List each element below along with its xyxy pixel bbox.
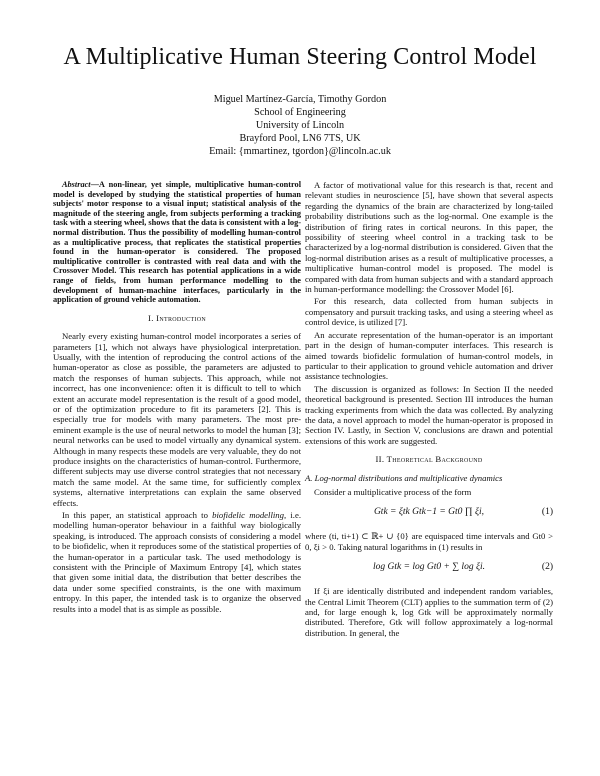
organization-paragraph: The discussion is organized as follows: In Section II the needed theoretical background is presented. Section III introduces the human tracking experiments from which the data was collected. By analyzing the data, a novel approach to model the human-operator is proposed in Section IV. Lastly, in Section V, conclusions are drawn and potential extensions of this work are suggested. xyxy=(305,383,553,446)
affiliation-department: School of Engineering xyxy=(254,107,346,118)
data-paragraph: For this research, data collected from human subjects in compensatory and pursuit tracking tasks, and using a steering wheel as control device, is utilized [7]. xyxy=(305,296,553,328)
theory-paragraph-3: If ξi are identically distributed and independent random variables, the Central Limit Theorem (CLT) applies to the summation term of (2) and, for large enough k, log Gtk will be approximately normally distributed. Therefore, Gtk will follow approximately a log-normal distribution. In general, the xyxy=(305,586,553,638)
equation-1-number: (1) xyxy=(541,507,553,518)
equation-1-expression: Gtk = ξtk Gtk−1 = Gt0 ∏ ξi, xyxy=(373,507,485,518)
emphasis-biofidelic: biofidelic modelling xyxy=(212,510,284,521)
right-column xyxy=(305,180,553,640)
affiliation-university: University of Lincoln xyxy=(255,120,345,131)
equation-2-expression: log Gtk = log Gt0 + ∑ log ξi. xyxy=(372,562,486,573)
abstract xyxy=(53,180,301,305)
authors: Miguel Martínez-García, Timothy Gordon xyxy=(213,94,387,105)
section-heading-theory: II. Theoretical Background xyxy=(375,454,483,465)
paper-title: A Multiplicative Human Steering Control Model xyxy=(63,44,537,70)
theory-paragraph-2: where (ti, ti+1) ⊂ ℝ+ ∪ {0} are equispaced time intervals and Gt0 > 0, ξi > 0. Taking natural logarithms in (1) results in xyxy=(305,531,553,552)
theory-paragraph-1: Consider a multiplicative process of the form xyxy=(314,486,472,497)
left-column xyxy=(53,180,301,616)
affiliation-address: Brayford Pool, LN6 7TS, UK xyxy=(239,133,361,144)
author-email: Email: {mmartinez, tgordon}@lincoln.ac.uk xyxy=(209,146,391,157)
aim-paragraph: An accurate representation of the human-operator is an important part in the design of human-computer interfaces. This research is aimed towards biofidelic formulation of human-control models, in particular to their application to ground vehicle automation and driver assistance technologies. xyxy=(305,329,553,382)
author-block xyxy=(0,93,600,158)
intro-paragraph-2: In this paper, an statistical approach to biofidelic modelling, i.e. modelling human-operator behaviour in a faithful way biologically speaking, is introduced. The approach consists of considering a model to be biofidelic, when it reproduces some of the statistical properties of the human-operator in a particular task. The used methodology is consistent with the Principle of Maximum Entropy [4], which states that given some initial data, the distribution that better describes the data under some specified constraints, is the one with maximum entropy. In this paper, the intended task is to organize the observed results into a model that is as simple as possible. xyxy=(53,510,301,614)
equation-2-number: (2) xyxy=(541,562,553,573)
motivation-paragraph: A factor of motivational value for this research is that, recent and relevant studies in neuroscience [5], have shown that several aspects regarding the dynamics of the brain are characterized by long-tailed probability distributions such as the log-normal. One example is the distribution of firing rates in cortical neurons. In this paper, the possibility of steering wheel control in a tracking task to be characterized by a log-normal distribution is considered. Given that the log-normal distribution arises as a result of multiplicative processes, a multiplicative human-control model is proposed. The model is compared with data from human subjects and with a standard approach in human-performance modelling: the Crossover Model [6]. xyxy=(305,180,553,295)
section-heading-introduction: I. Introduction xyxy=(148,312,206,323)
abstract-label: Abstract xyxy=(62,180,91,189)
subsection-heading-lognormal: A. Log-normal distributions and multiplicative dynamics xyxy=(305,472,503,483)
intro-paragraph-1: Nearly every existing human-control model incorporates a series of parameters [1], which not always have physiological interpretation. Usually, with the intention of reproducing the control actions of the human-operator as close as possible, the parameters are adjusted to match the responses of human subjects. This approach, while not incorrect, has one inconvenience: often it is difficult to tell to which extent an accurate model representation is the result of a good model, or of the optimization procedure to fit its parameters [2]. This is especially true for models with many parameters. The most pre-eminent example is the use of neural networks to model the human [3]; neural networks can be used to model virtually any dynamical system. Although in many respects these models are very valuable, they do not produce insights on the characteristics of human-control. Furthermore, different subjects may use diverse control strategies that not necessary match the same model. At the same time, for sufficiently complex systems, alternative interpretations can explain the same observed effects. xyxy=(53,331,301,508)
equation-2 xyxy=(305,554,553,584)
equation-1 xyxy=(305,499,553,529)
abstract-text: —A non-linear, yet simple, multiplicative human-control model is developed by studying the statistical properties of human subjects' motor response to a visual input; statistical analysis of the magnitude of the steering angle, from subjects performing a tracking task with a steering wheel, shows that the data is consistent with a log-normal distribution. Thus the possibility of modelling human-control as a multiplicative process, that replicates the statistical properties found in the human-operator is considered. The proposed multiplicative controller is contrasted with real data and with the Crossover Model. This research has potential applications in a wide range of fields, from human performance modelling to the development of human-machine interfaces, particularly in the application of ground vehicle automation. xyxy=(53,180,301,305)
